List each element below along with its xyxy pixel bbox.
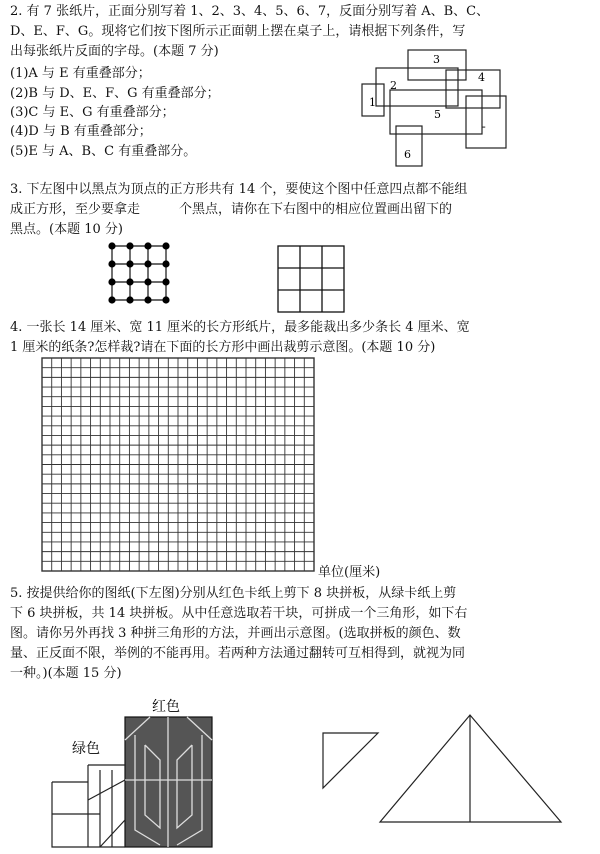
q5-line-1: 5. 按提供给你的图纸(下左图)分别从红色卡纸上剪下 8 块拼板，从绿卡纸上剪 [10, 586, 457, 601]
q2-line-1: 2. 有 7 张纸片，正面分别写着 1、2、3、4、5、6、7，反面分别写着 A、B、C、 [10, 4, 490, 19]
red-label: 红色 [152, 699, 180, 715]
q3-line-3: 黑点。(本题 10 分) [10, 222, 123, 237]
card-label-1: 1 [369, 96, 376, 109]
card-label-4: 4 [478, 71, 485, 84]
card-label-6: 6 [404, 148, 411, 161]
q5-line-4: 量、正反面不限，举例的不能再用。若两种方法通过翻转可互相得到，就视为同 [10, 646, 466, 661]
q4-line-2: 1 厘米的纸条?怎样裁?请在下面的长方形中画出裁剪示意图。(本题 10 分) [10, 340, 436, 355]
q2-line-2: D、E、F、G。现将它们按下图所示正面朝上摆在桌子上，请根据下列条件，写 [10, 24, 466, 39]
q2-condition-2: (2)B 与 D、E、F、G 有重叠部分； [10, 86, 220, 101]
q5-line-3: 图。请你另外再找 3 种拼三角形的方法，并画出示意图。(选取拼板的颜色、数 [10, 626, 461, 641]
q2-condition-4: (4)D 与 B 有重叠部分； [10, 124, 152, 139]
q4-line-1: 4. 一张长 14 厘米、宽 11 厘米的长方形纸片，最多能裁出多少条长 4 厘米、宽 [10, 320, 470, 335]
q2-condition-1: (1)A 与 E 有重叠部分； [10, 66, 151, 81]
green-card-template [52, 765, 125, 847]
q5-line-2: 下 6 块拼板，共 14 块拼板。从中任意选取若干块，可拼成一个三角形，如下右 [10, 606, 468, 621]
q5-line-5: 一种。)(本题 15 分) [10, 666, 122, 681]
q2-line-3: 出每张纸片反面的字母。(本题 7 分) [10, 44, 219, 59]
green-label: 绿色 [72, 741, 100, 757]
card-label-2: 2 [390, 79, 397, 92]
q2-condition-3: (3)C 与 E、G 有重叠部分； [10, 105, 175, 120]
card-label-3: 3 [433, 53, 440, 66]
q2-condition-5: (5)E 与 A、B、C 有重叠部分。 [10, 144, 197, 159]
q4-unit-label: 单位(厘米) [318, 565, 381, 580]
q3-line-2: 成正方形，至少要拿走 个黑点，请你在下右图中的相应位置画出留下的 [10, 202, 453, 217]
card-label-5: 5 [434, 108, 441, 121]
card-label-7: - [482, 120, 486, 133]
q3-line-1: 3. 下左图中以黑点为顶点的正方形共有 14 个，要使这个图中任意四点都不能组 [10, 182, 468, 197]
example-triangle [323, 715, 561, 822]
